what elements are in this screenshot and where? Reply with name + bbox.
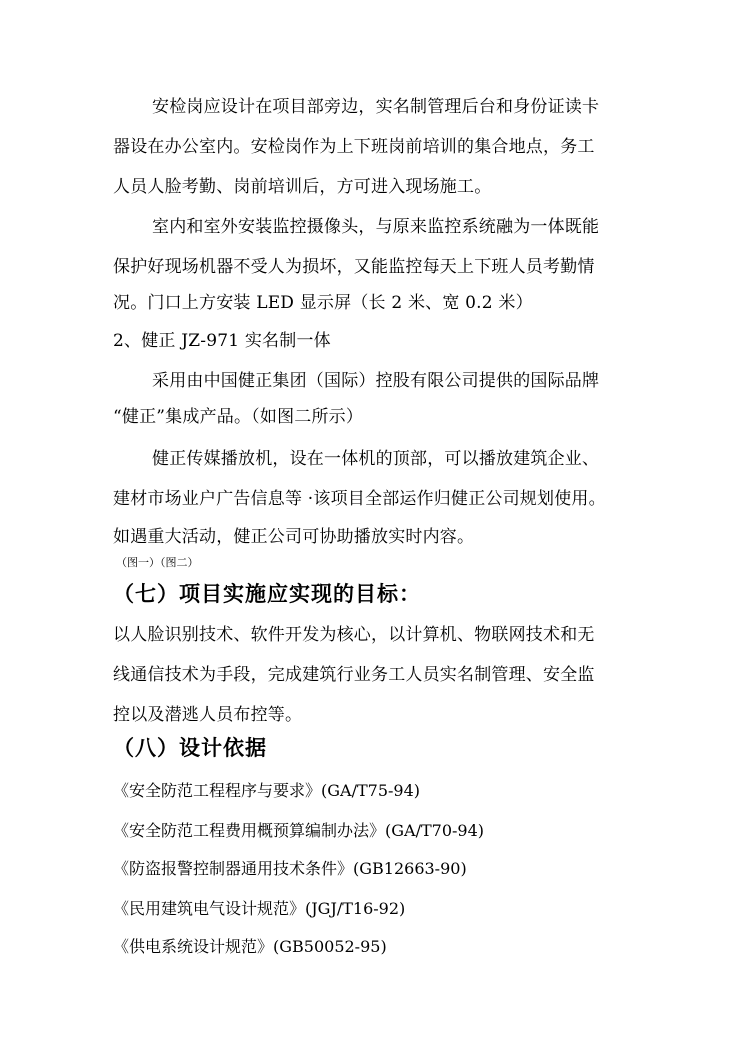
paragraph2-line2: 保护好现场机器不受人为损坏，又能监控每天上下班人员考勤情 (113, 257, 595, 277)
paragraph1-line1: 安检岗应设计在项目部旁边，实名制管理后台和身份证读卡 (152, 97, 600, 117)
paragraph3-line1: 采用由中国健正集团（国际）控股有限公司提供的国际品牌 (152, 371, 600, 391)
paragraph3-line2: “健正”集成产品。（如图二所示） (113, 407, 364, 427)
paragraph2-line1: 室内和室外安装监控摄像头，与原来监控系统融为一体既能 (152, 217, 600, 237)
section7-heading: （七）项目实施应实现的目标： (113, 582, 421, 606)
paragraph4-line1: 健正传媒播放机，设在一体机的顶部，可以播放建筑企业、 (152, 449, 600, 469)
section7-line2: 线通信技术为手段，完成建筑行业务工人员实名制管理、安全监 (113, 665, 595, 685)
section7-line3: 控以及潜逃人员布控等。 (113, 705, 303, 725)
paragraph4-line2: 建材市场业户广告信息等 ·该项目全部运作归健正公司规划使用。 (113, 489, 606, 509)
reference-item-5: 《供电系统设计规范》(GB50052-95) (113, 937, 387, 956)
paragraph1-line2: 器设在办公室内。安检岗作为上下班岗前培训的集合地点，务工 (113, 137, 595, 157)
section8-heading: （八）设计依据 (113, 736, 267, 760)
figure-caption: （图一）（图二） (116, 556, 199, 569)
paragraph1-line3: 人员人脸考勤、岗前培训后，方可进入现场施工。 (113, 177, 492, 197)
paragraph2-line3: 况。门口上方安装 LED 显示屏（长 2 米、宽 0.2 米） (113, 293, 533, 313)
reference-item-1: 《安全防范工程程序与要求》(GA/T75-94) (113, 781, 421, 800)
reference-item-2: 《安全防范工程费用概预算编制办法》(GA/T70-94) (113, 821, 485, 840)
item2-heading: 2、健正 JZ-971 实名制一体 (113, 331, 331, 351)
reference-item-4: 《民用建筑电气设计规范》(JGJ/T16-92) (113, 899, 406, 918)
reference-item-3: 《防盗报警控制器通用技术条件》(GB12663-90) (113, 859, 467, 878)
paragraph4-line3: 如遇重大活动，健正公司可协助播放实时内容。 (113, 527, 475, 547)
section7-line1: 以人脸识别技术、软件开发为核心，以计算机、物联网技术和无 (113, 625, 595, 645)
